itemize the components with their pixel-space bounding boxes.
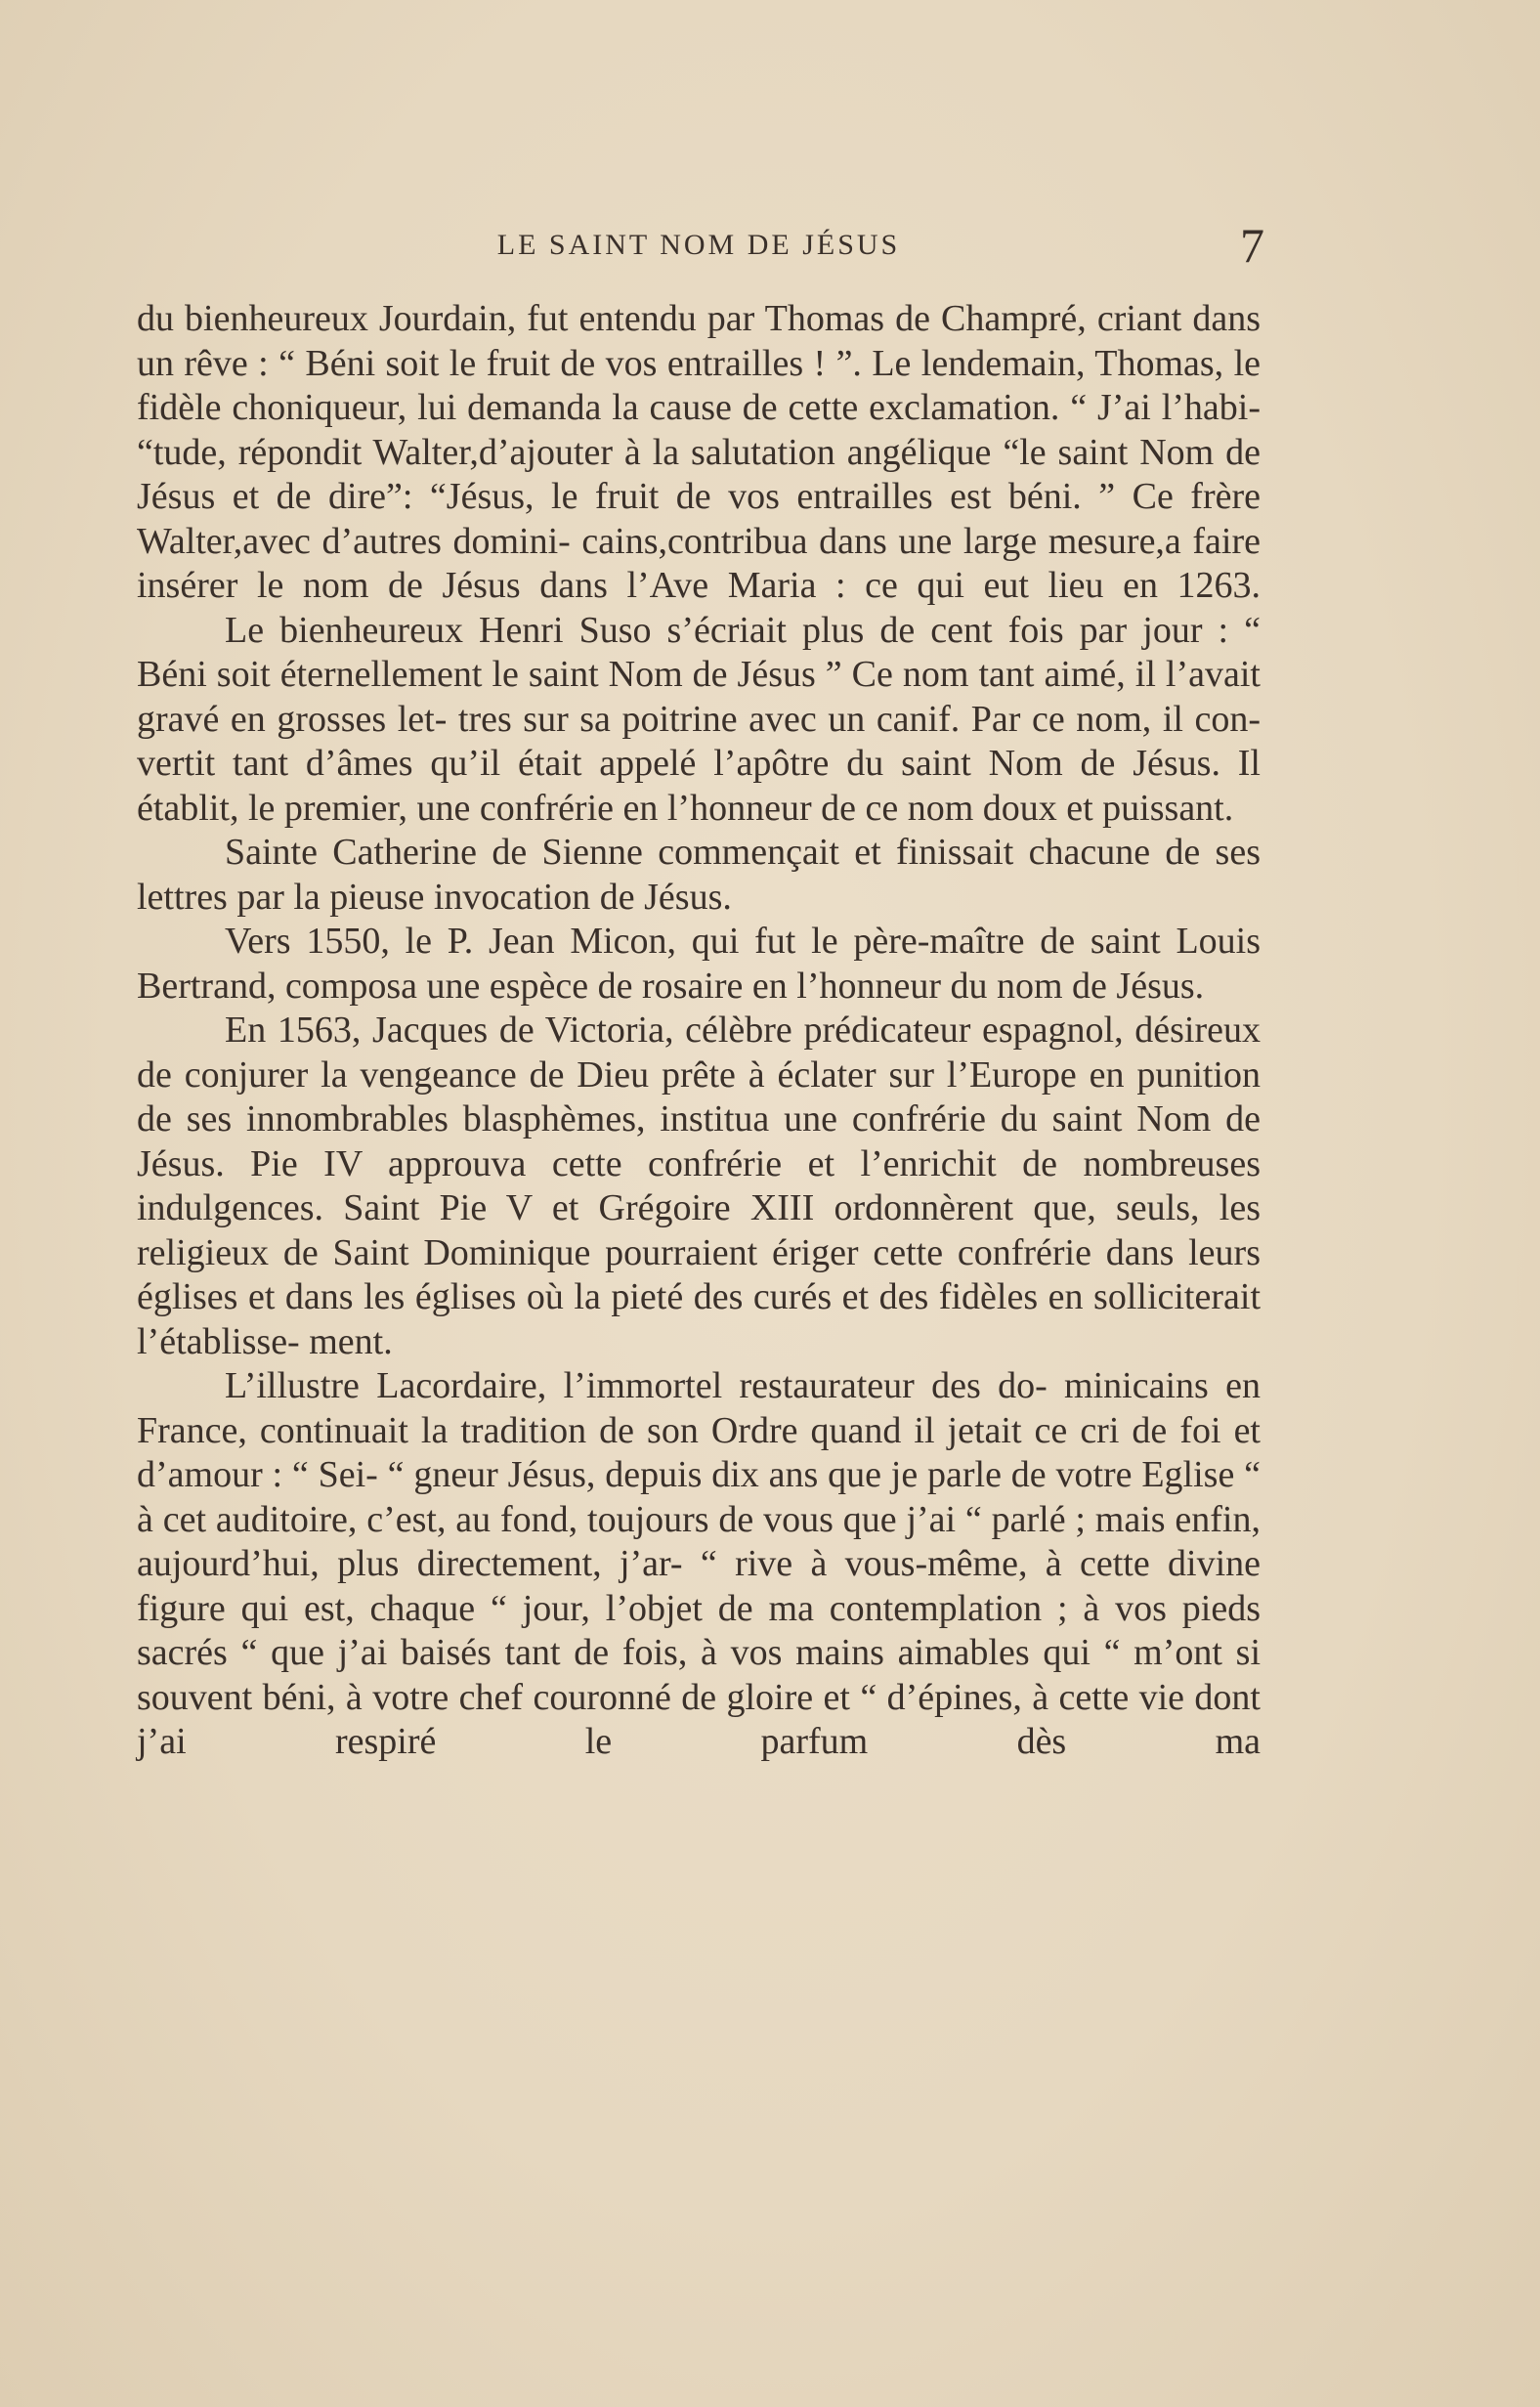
paragraph-victoria: En 1563, Jacques de Victoria, célèbre prédicateur espagnol, désireux de conjurer la vengeance de Dieu prête à éclater sur l’Europe en punition de ses innombrables blasphèmes, institua une confrérie du saint Nom de Jésus. Pie IV approuva cette confrérie et l’enrichit de nombreuses indulgences. Saint Pie V et Grégoire XIII ordonnèrent que, seuls, les religieux de Saint Dominique pourraient ériger cette confrérie dans leurs églises et dans les églises où la pieté des curés et des fidèles en solliciterait l’établisse- ment. <box>137 1010 1261 1362</box>
paragraph-catherine: Sainte Catherine de Sienne commençait et finissait chacune de ses lettres par la pieuse invocation de Jésus. <box>137 832 1261 918</box>
paragraph-micon: Vers 1550, le P. Jean Micon, qui fut le père-maître de saint Louis Bertrand, composa une espèce de rosaire en l’honneur du nom de Jésus. <box>137 921 1261 1007</box>
paragraph-lacordaire: L’illustre Lacordaire, l’immortel restaurateur des do- minicains en France, continuait la tradition de son Ordre quand il jetait ce cri de foi et d’amour : “ Sei- “ gneur Jésus, depuis dix ans que je parle de votre Eglise “ à cet auditoire, c’est, au fond, toujours de vous que j’ai “ parlé ; mais enfin, aujourd’hui, plus directement, j’ar- “ rive à vous-même, à cette divine figure qui est, chaque “ jour, l’objet de ma contemplation ; à vos pieds sacrés “ que j’ai baisés tant de fois, à vos mains aimables qui “ m’ont si souvent béni, à votre chef couronné de gloire et “ d’épines, à cette vie dont j’ai respiré le parfum dès ma <box>137 1365 1261 1762</box>
body-text <box>137 297 1261 1765</box>
running-title: LE SAINT NOM DE JÉSUS <box>496 229 901 261</box>
paragraph-suso: Le bienheureux Henri Suso s’écriait plus de cent fois par jour : “ Béni soit éternellement le saint Nom de Jésus ” Ce nom tant aimé, il l’avait gravé en grosses let- tres sur sa poitrine avec un canif. Par ce nom, il con- vertit tant d’âmes qu’il était appelé l’apôtre du saint Nom de Jésus. Il établit, le premier, une confrérie en l’honneur de ce nom doux et puissant. <box>137 609 1261 829</box>
page-number: 7 <box>1240 218 1264 273</box>
paragraph-jourdain: du bienheureux Jourdain, fut entendu par Thomas de Champré, criant dans un rêve : “ Béni soit le fruit de vos entrailles ! ”. Le lendemain, Thomas, le fidèle choniqueur, lui demanda la cause de cette exclamation. “ J’ai l’habi- “tude, répondit Walter,d’ajouter à la salutation angélique “le saint Nom de Jésus et de dire”: “Jésus, le fruit de vos entrailles est béni. ” Ce frère Walter,avec d’autres domini- cains,contribua dans une large mesure,a faire insérer le nom de Jésus dans l’Ave Maria : ce qui eut lieu en 1263. <box>137 298 1261 606</box>
running-head <box>137 218 1264 273</box>
